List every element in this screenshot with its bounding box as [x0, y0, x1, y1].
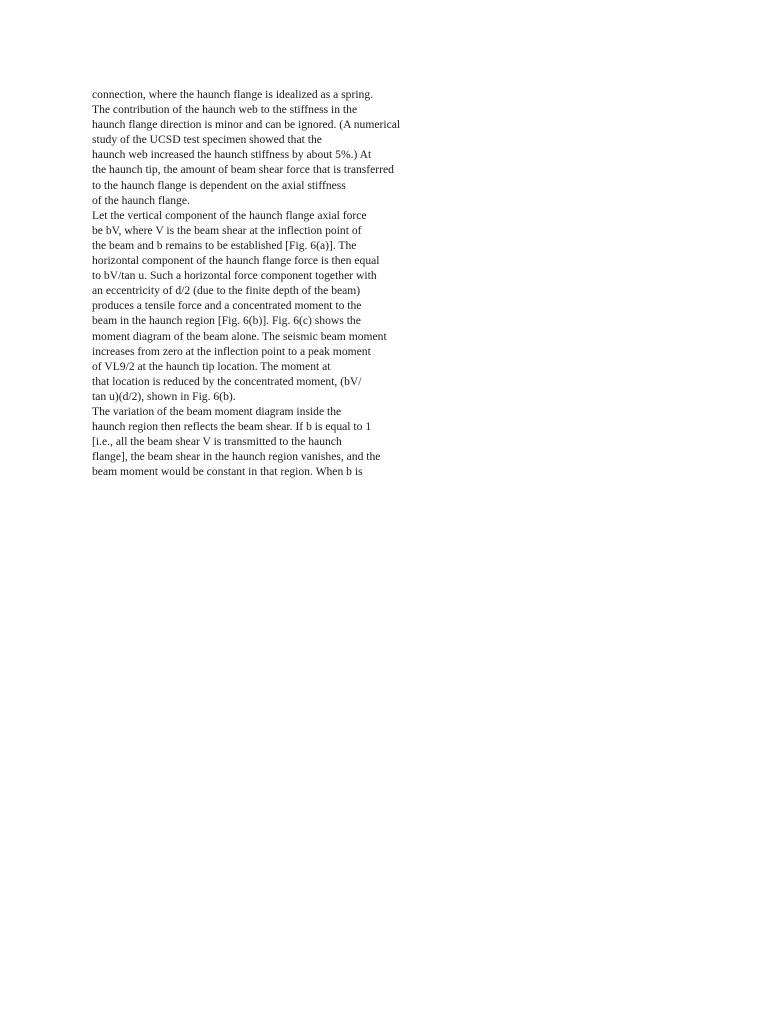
- text-line: to bV/tan u. Such a horizontal force component together with: [92, 269, 377, 283]
- text-line: connection, where the haunch flange is idealized as a spring.: [92, 88, 374, 101]
- text-line: an eccentricity of d/2 (due to the finite depth of the beam): [92, 284, 361, 298]
- text-line: haunch flange direction is minor and can be ignored. (A numerical: [92, 118, 401, 132]
- text-line: study of the UCSD test specimen showed that the: [92, 133, 322, 147]
- text-line: beam moment would be constant in that region. When b is: [92, 465, 363, 479]
- text-line: flange], the beam shear in the haunch region vanishes, and the: [92, 450, 381, 464]
- text-line: haunch web increased the haunch stiffness by about 5%.) At: [92, 148, 372, 162]
- text-line: moment diagram of the beam alone. The seismic beam moment: [92, 329, 387, 343]
- text-line: the haunch tip, the amount of beam shear force that is transferred: [92, 163, 394, 177]
- text-line: produces a tensile force and a concentrated moment to the: [92, 299, 362, 313]
- text-line: of VL9/2 at the haunch tip location. The moment at: [92, 359, 331, 373]
- text-line: Let the vertical component of the haunch flange axial force: [92, 208, 367, 222]
- text-line: tan u)(d/2), shown in Fig. 6(b).: [92, 389, 236, 403]
- text-line: haunch region then reflects the beam shear. If b is equal to 1: [92, 420, 372, 434]
- body-text: [92, 87, 432, 479]
- text-line: be bV, where V is the beam shear at the inflection point of: [92, 223, 362, 237]
- text-line: beam in the haunch region [Fig. 6(b)]. Fig. 6(c) shows the: [92, 314, 361, 328]
- text-line: to the haunch flange is dependent on the axial stiffness: [92, 178, 346, 192]
- text-line: The variation of the beam moment diagram inside the: [92, 404, 342, 418]
- text-line: that location is reduced by the concentrated moment, (bV/: [92, 374, 362, 388]
- text-line: horizontal component of the haunch flange force is then equal: [92, 254, 380, 268]
- text-line: increases from zero at the inflection point to a peak moment: [92, 344, 371, 358]
- text-line: The contribution of the haunch web to the stiffness in the: [92, 103, 358, 117]
- text-line: the beam and b remains to be established [Fig. 6(a)]. The: [92, 238, 357, 252]
- text-line: of the haunch flange.: [92, 193, 190, 207]
- text-line: [i.e., all the beam shear V is transmitted to the haunch: [92, 435, 342, 449]
